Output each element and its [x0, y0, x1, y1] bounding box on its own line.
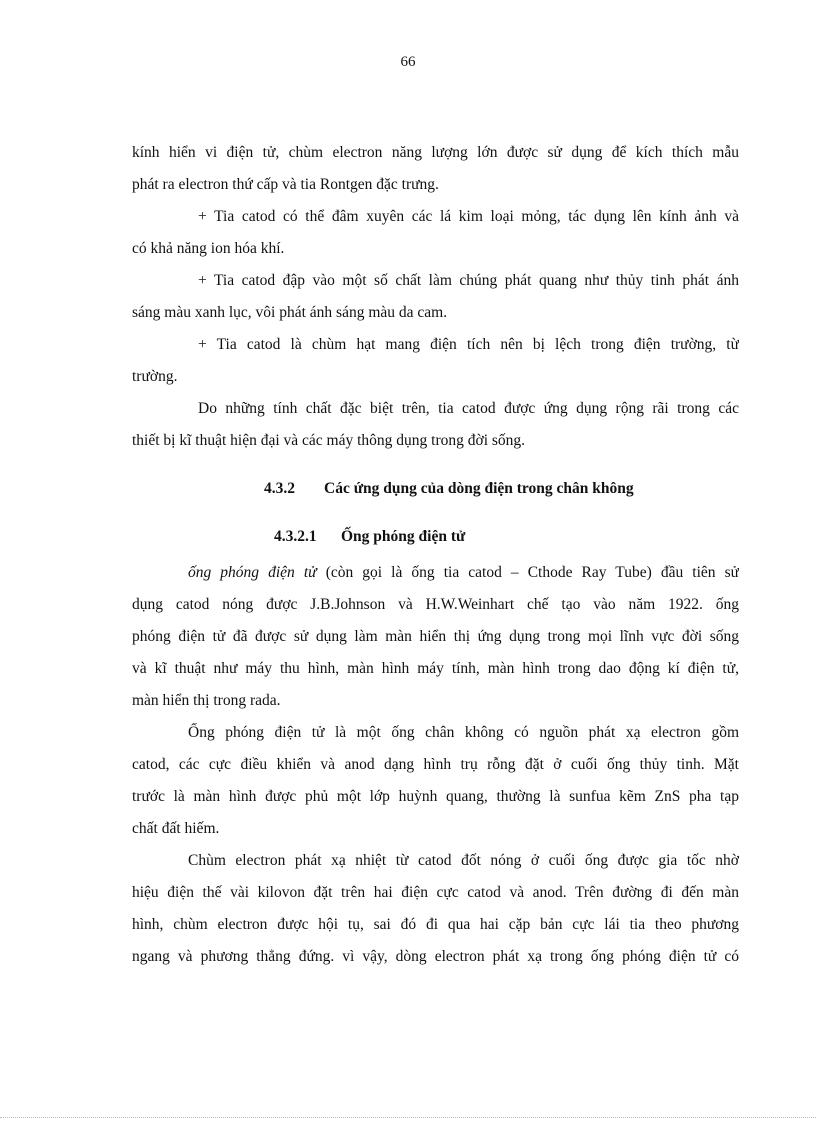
text-line: sáng màu xanh lục, vôi phát ánh sáng màu da cam. [132, 304, 448, 321]
page-number: 66 [400, 54, 416, 70]
text-line: hiệu điện thế vài kilovon đặt trên hai điện cực catod và anod. Trên đường đi đến màn [132, 884, 739, 901]
section-number: 4.3.2 [264, 480, 295, 497]
text-line: dụng catod nóng được J.B.Johnson và H.W.Weinhart chế tạo vào năm 1922. ống [132, 596, 739, 613]
text-line: kính hiển vi điện tử, chùm electron năng lượng lớn được sử dụng để kích thích mẫu [132, 144, 739, 161]
text-line: trước là màn hình được phủ một lớp huỳnh quang, thường là sunfua kẽm ZnS pha tạp [132, 788, 739, 805]
text-line: chất đất hiếm. [132, 820, 220, 837]
text-line: phát ra electron thứ cấp và tia Rontgen đặc trưng. [132, 176, 439, 193]
text-line: trường. [132, 368, 178, 385]
subsection-heading [274, 528, 465, 546]
text-line [188, 563, 739, 583]
section-heading [264, 480, 634, 498]
subsection-title: Ống phóng điện tử [341, 528, 466, 545]
text-line: màn hiển thị trong rada. [132, 692, 281, 709]
text-line: có khả năng ion hóa khí. [132, 240, 285, 257]
text-line: ngang và phương thẳng đứng. vì vậy, dòng electron phát xạ trong ống phóng điện tử có [132, 948, 739, 965]
text-fragment: (còn gọi là ống tia catod – Cthode Ray Tube) đầu tiên sử [316, 564, 739, 581]
text-line: + Tia catod có thể đâm xuyên các lá kim loại mỏng, tác dụng lên kính ảnh và [198, 208, 739, 225]
section-title: Các ứng dụng của dòng điện trong chân không [324, 480, 634, 497]
text-line: Do những tính chất đặc biệt trên, tia catod được ứng dụng rộng rãi trong các [198, 400, 739, 417]
text-line: thiết bị kĩ thuật hiện đại và các máy thông dụng trong đời sống. [132, 432, 526, 449]
text-line: catod, các cực điều khiển và anod dạng hình trụ rỗng đặt ở cuối ống thủy tinh. Mặt [132, 756, 739, 773]
text-line: và kĩ thuật như máy thu hình, màn hình máy tính, màn hình trong dao động kí điện tử, [132, 660, 739, 677]
text-line: phóng điện tử đã được sử dụng làm màn hiển thị ứng dụng trong mọi lĩnh vực đời sống [132, 628, 739, 645]
text-line: Chùm electron phát xạ nhiệt từ catod đốt nóng ở cuối ống được gia tốc nhờ [188, 852, 739, 869]
text-line: + Tia catod là chùm hạt mang điện tích nên bị lệch trong điện trường, từ [198, 336, 739, 353]
italic-term: ống phóng điện tử [188, 564, 317, 581]
text-line: Ống phóng điện tử là một ống chân không có nguồn phát xạ electron gồm [188, 724, 739, 741]
page-bottom-divider [0, 1117, 816, 1118]
text-line: + Tia catod đập vào một số chất làm chúng phát quang như thủy tinh phát ánh [198, 272, 739, 289]
text-line: hình, chùm electron được hội tụ, sai đó đi qua hai cặp bản cực lái tia theo phương [132, 916, 739, 933]
subsection-number: 4.3.2.1 [274, 528, 317, 545]
